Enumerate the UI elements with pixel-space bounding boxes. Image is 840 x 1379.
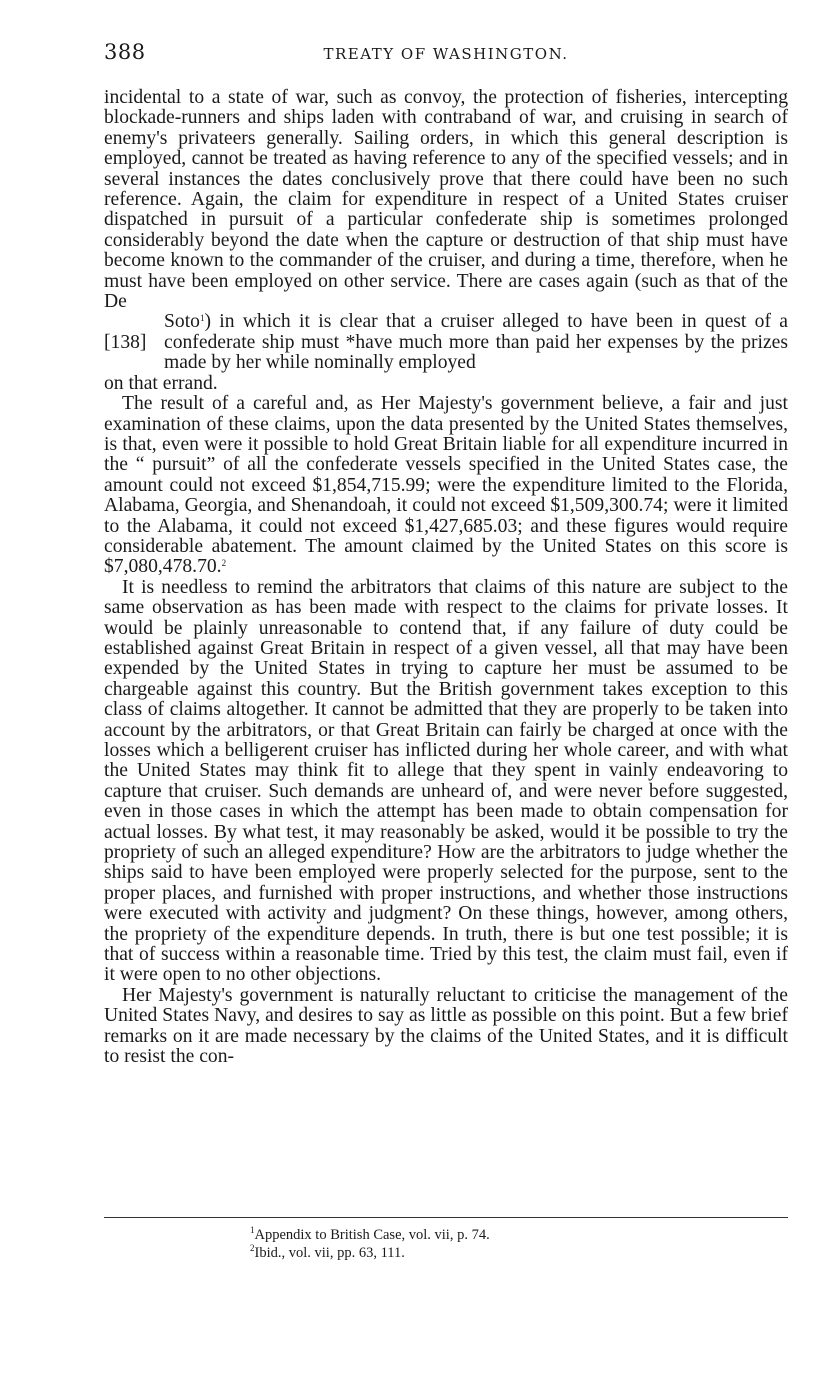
footnote-ref-1: 1: [199, 313, 205, 324]
page-reference-block: [104, 312, 788, 373]
footnote-ref-2: 2: [221, 558, 227, 569]
footnote-mark-2: 2: [250, 1243, 255, 1253]
paragraph-result-text: The result of a careful and, as Her Majesty's government believe, a fair and just examination of these claims, upon the data presented by the United States themselves, is that, even were it possible to hold Great Britain liable for all expenditure incurred in the “ pursuit” of all the confederate vessels specified in the United States case, the amount could not exceed $1,854,715.99; were the expenditure limited to the Florida, Alabama, Georgia, and Shenandoah, it could not exceed $1,509,300.74; were it limited to the Alabama, it could not exceed $1,427,685.03; and these figures would require considerable abatement. The amount claimed by the United States on this score is $7,080,478.70.: [104, 393, 788, 578]
footnotes: [250, 1226, 750, 1262]
footnote-rule: [104, 1217, 788, 1218]
page-header: [104, 40, 788, 70]
paragraph-continued-end: on that errand.: [104, 372, 218, 394]
page-reference-marker: [138]: [104, 331, 147, 353]
footnote-mark-1: 1: [250, 1225, 255, 1235]
text-soto-rest: ) in which it is clear that a cruiser alleged to have been in quest of a confederate ship must *have much more than paid her expenses by the prizes made by her while nominally employed: [164, 311, 788, 374]
paragraph-continued: incidental to a state of war, such as convoy, the protection of fisheries, intercepting blockade-runners and ships laden with contraband of war, and cruising in search of enemy's privateers generally. Sailing orders, in which this general description is employed, cannot be treated as having reference to any of the specified vessels; and in several instances the dates conclusively prove that there could have been no such reference. Again, the claim for expenditure in respect of a United States cruiser dispatched in pursuit of a particular confederate ship is sometimes prolonged considerably beyond the date when the capture or destruction of that ship must have become known to the commander of the cruiser, and during a time, therefore, when he must have been employed on other service. There are cases again (such as that of the De: [104, 87, 788, 313]
running-title: TREATY OF WASHINGTON.: [323, 45, 569, 63]
paragraph-continued-indented: [164, 312, 788, 373]
footnote-text-1: Appendix to British Case, vol. vii, p. 74.: [254, 1227, 490, 1243]
body-text: [104, 88, 788, 1068]
paragraph-result: [104, 394, 788, 578]
page-number: 388: [104, 40, 146, 64]
footnote-2: [250, 1244, 750, 1262]
paragraph-navy: Her Majesty's government is naturally reluctant to criticise the management of the United States Navy, and desires to say as little as possible on this point. But a few brief remarks on it are made necessary by the claims of the United States, and it is difficult to resist the con-: [104, 984, 788, 1068]
footnote-text-2: Ibid., vol. vii, pp. 63, 111.: [254, 1245, 405, 1261]
footnote-1: [250, 1226, 750, 1244]
paragraph-needless: It is needless to remind the arbitrators that claims of this nature are subject to the same observation as has been made with respect to the claims for private losses. It would be plainly unreasonable to contend that, if any failure of duty could be established against Great Britain in respect of a given vessel, all that may have been expended by the United States in trying to capture her must be assumed to be chargeable against this country. But the British government takes exception to this class of claims altogether. It cannot be admitted that they are properly to be taken into account by the arbitrators, or that Great Britain can fairly be charged at once with the losses which a belligerent cruiser has inflicted during her whole career, and with what the United States may think fit to allege that they spent in vainly endeavoring to capture that cruiser. Such demands are unheard of, and were never before suggested, even in those cases in which the attempt has been made to obtain compensation for actual losses. By what test, it may reasonably be asked, would it be possible to try the propriety of such an alleged expenditure? How are the arbitrators to judge whether the ships said to have been employed were properly selected for the purpose, sent to the proper places, and furnished with proper instructions, and whether those instructions were executed with activity and judgment? On these things, however, among others, the propriety of the expenditure depends. In truth, there is but one test possible; it is that of success within a reasonable time. Tried by this test, the claim must fail, even if it were open to no other objections.: [104, 576, 788, 986]
text-soto: Soto: [164, 311, 200, 333]
